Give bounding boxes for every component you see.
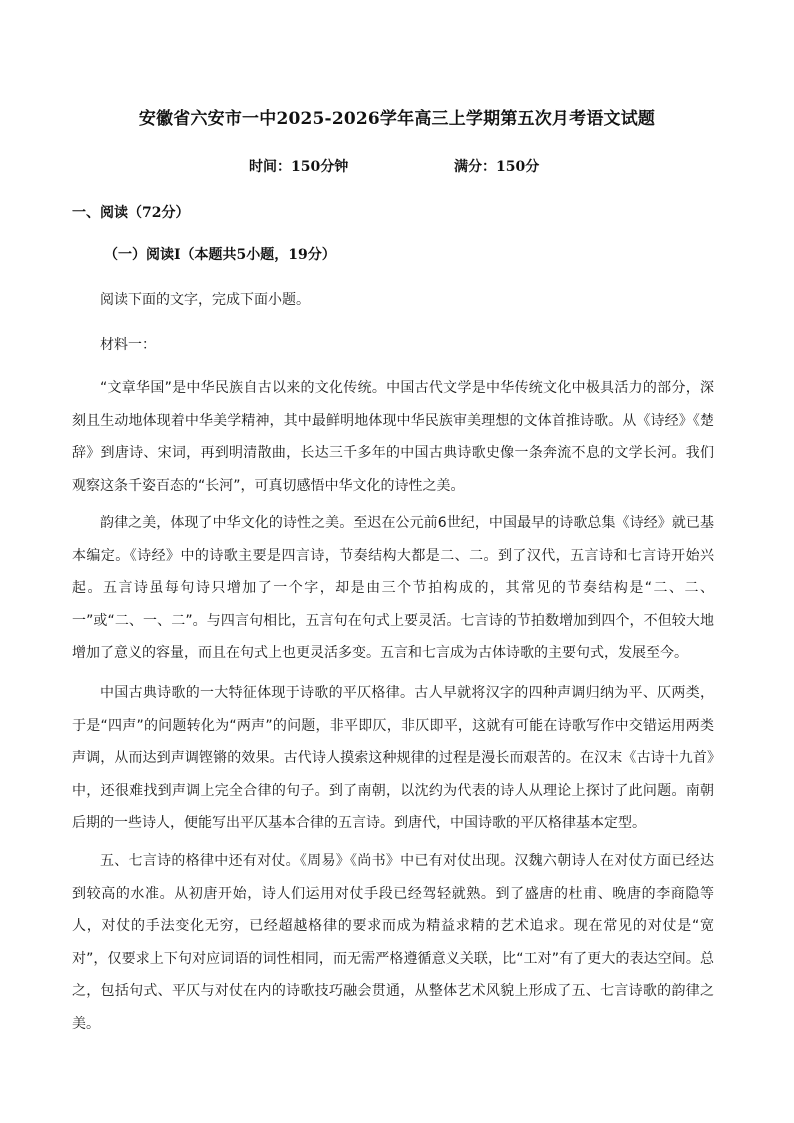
paragraph-2: 韵律之美，体现了中华文化的诗性之美。至迟在公元前6世纪，中国最早的诗歌总集《诗经》就已基本编定。《诗经》中的诗歌主要是四言诗，节奏结构大都是二、二。到了汉代，五言诗和七言诗开始兴起。五言诗虽每句诗只增加了一个字，却是由三个节拍构成的，其常见的节奏结构是“二、二、一”或“二、一、二”。与四言句相比，五言句在句式上要灵活。七言诗的节拍数增加到四个，不但较大地增加了意义的容量，而且在句式上也更灵活多变。五言和七言成为古体诗歌的主要句式，发展至今。 <box>72 515 714 661</box>
paragraph-4: 五、七言诗的格律中还有对仗。《周易》《尚书》中已有对仗出现。汉魏六朝诗人在对仗方面已经达到较高的水准。从初唐开始，诗人们运用对仗手段已经驾轻就熟。到了盛唐的杜甫、晚唐的李商隐等人，对仗的手法变化无穷，已经超越格律的要求而成为精益求精的艺术追求。现在常见的对仗是“宽对”，仅要求上下句对应词语的词性相同，而无需严格遵循意义关联，比“工对”有了更大的表达空间。总之，包括句式、平仄与对仗在内的诗歌技巧融会贯通，从整体艺术风貌上形成了五、七言诗歌的韵律之美。 <box>72 853 714 1032</box>
instruction-text: 阅读下面的文字，完成下面小题。 <box>100 292 310 308</box>
exam-score: 满分：150分 <box>454 159 540 175</box>
exam-time: 时间：150分钟 <box>249 159 349 175</box>
paragraph-3: 中国古典诗歌的一大特征体现于诗歌的平仄格律。古人早就将汉字的四种声调归纳为平、仄两类，于是“四声”的问题转化为“两声”的问题，非平即仄，非仄即平，这就有可能在诗歌写作中交错运用两类声调，从而达到声调铿锵的效果。古代诗人摸索这种规律的过程是漫长而艰苦的。在汉末《古诗十九首》中，还很难找到声调上完全合律的句子。到了南朝，以沈约为代表的诗人从理论上探讨了此问题。南朝后期的一些诗人，便能写出平仄基本合律的五言诗。到唐代，中国诗歌的平仄格律基本定型。 <box>72 685 714 831</box>
section-heading: 一、阅读（72分） <box>72 205 190 221</box>
exam-meta <box>0 156 794 178</box>
paragraph-1: “文章华国”是中华民族自古以来的文化传统。中国古代文学是中华传统文化中极具活力的部分，深刻且生动地体现着中华美学精神，其中最鲜明地体现中华民族审美理想的文体首推诗歌。从《诗经》《楚辞》到唐诗、宋词，再到明清散曲，长达三千多年的中国古典诗歌史像一条奔流不息的文学长河。我们观察这条千姿百态的“长河”，可真切感悟中华文化的诗性之美。 <box>72 380 714 494</box>
material-label: 材料一： <box>100 337 156 353</box>
exam-title: 安徽省六安市一中2025-2026学年高三上学期第五次月考语文试题 <box>138 109 656 129</box>
subsection-heading: （一）阅读Ⅰ（本题共5小题，19分） <box>104 247 336 263</box>
